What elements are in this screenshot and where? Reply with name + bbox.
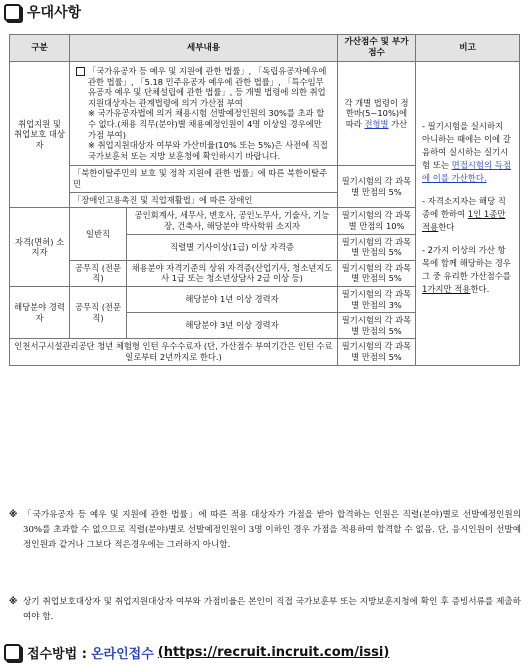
header-category: 구분	[10, 35, 70, 62]
note-2-text: 상기 취업보호대상자 및 취업지원대상자 여부와 가점비율은 본인이 직접 국가보훈부 또는 지방보훈지청에 확인 후 증빙서류를 제출하여야 함.	[23, 597, 521, 623]
apply-url-link[interactable]: (https://recruit.incruit.com/issi)	[157, 644, 390, 660]
remark-3-underline: 1가지만 적용	[422, 284, 471, 295]
category-employment: 취업지원 및 취업보호 대상자	[10, 62, 70, 208]
cert-general-1: 공인회계사, 세무사, 변호사, 공인노무사, 기술사, 기능장, 건축사, 해당분야 박사학위 소지자	[127, 208, 338, 234]
header-remarks: 비고	[416, 35, 520, 62]
remark-1-underline: 면접시험의 득점에 이를 가산한다.	[422, 160, 511, 184]
remarks-cell	[416, 62, 520, 366]
employment-score	[338, 62, 416, 166]
cert-general-label: 일반직	[70, 208, 127, 260]
remark-2-end: 한다	[438, 222, 455, 233]
cert-public-1-score: 필기시험의 각 과목별 만점의 5%	[338, 260, 416, 286]
remark-1-text: - 필기시험을 실시하지 아니하는 때에는 이에 갈음하여 실시하는 실기시험 또는	[422, 121, 511, 171]
category-certificate: 자격(면허) 소지자	[10, 208, 70, 287]
checkbox-square-icon	[4, 4, 21, 21]
table-header-row	[10, 35, 520, 62]
employment-main-text-content: 「국가유공자 등 예우 및 지원에 관한 법률」, 「독립유공자예우에 관한 법률」, 「5.18 민주유공자 예우에 관한 법률」, 「특수임무유공자 예우 및 단체설립에 관한 법률」, 등 개별 법령에 의한 취업지원대상자는 관계법령에 의거 가산점 부여	[88, 66, 327, 108]
employment-score-end: 가산	[388, 119, 408, 130]
employment-detail	[70, 62, 338, 166]
cert-general-2: 직렬별 기사이상(1급) 이상 자격증	[127, 234, 338, 260]
note-1	[9, 508, 521, 553]
apply-method: 온라인접수	[90, 646, 154, 662]
intern-row: 인천서구시설관리공단 청년 체험형 인턴 우수수료자 (단, 가산점수 부여기간은 인턴 수료일로부터 2년까지로 한다.)	[10, 339, 338, 365]
north-korean-defector-row: 「북한이탈주민의 보호 및 정착 지원에 관한 법률」에 따른 북한이탈주민	[70, 166, 338, 192]
checkbox-icon	[76, 67, 85, 76]
disabled-row: 「장애인고용촉진 및 직업재활법」에 따른 장애인	[70, 192, 338, 208]
cert-general-1-score: 필기시험의 각 과목별 만점의 10%	[338, 208, 416, 234]
cert-public-label: 공무직 (전문직)	[70, 260, 127, 286]
cert-public-1: 채용분야 자격기준의 상위 자격증(산업기사, 청소년지도사 1급 또는 청소년상담사 2급 이상 등)	[127, 260, 338, 286]
header-score: 가산점수 및 부가점수	[338, 35, 416, 62]
career-public-label: 공무직 (전문직)	[70, 286, 127, 338]
employment-score-underline: 전형별	[364, 119, 389, 130]
note-mark: ※	[9, 510, 18, 520]
preference-table	[9, 34, 520, 366]
remark-3-end: 한다.	[470, 284, 490, 295]
career-1: 해당분야 1년 이상 경력자	[127, 286, 338, 312]
remark-2	[422, 195, 513, 234]
employment-sub2: ※ 취업지원대상자 여부와 가산비율(10% 또는 5%)은 사전에 직접 국가보훈처 또는 지방 보훈청에 확인하시기 바랍니다.	[88, 140, 328, 161]
career-2: 해당분야 3년 이상 경력자	[127, 313, 338, 339]
checkbox-square-icon	[4, 644, 21, 661]
section-title-text: 우대사항	[27, 5, 82, 21]
apply-label: 접수방법 :	[27, 646, 87, 662]
remark-1	[422, 120, 513, 185]
application-method	[2, 640, 389, 664]
remark-3	[422, 244, 513, 296]
header-details: 세부내용	[70, 35, 338, 62]
career-1-score: 필기시험의 각 과목별 만점의 3%	[338, 286, 416, 312]
table-row	[10, 62, 520, 166]
note-1-text: 「국가유공자 등 예우 및 지원에 관한 법률」에 따른 적용 대상자가 가점을 받아 합격하는 인원은 직렬(분야)별로 선발예정인원의 30%를 초과할 수 없으므로 직렬(분야)별로 선발예정인원이 3명 이하인 경우 가점을 적용하여 합격할 수 없음. 단, 응시인원이 선발예정인원과 같거나 그보다 적은경우에는 그러하지 아니함.	[23, 510, 521, 551]
remark-2-text: - 자격소지자는 해당 직종에 한하여	[422, 196, 506, 220]
note-2	[9, 595, 521, 625]
employment-score-text: 각 개별 법령이 정한바(5~10%)에 따라	[344, 97, 409, 130]
remark-3-text: - 2가지 이상의 가산 항목에 함께 해당하는 경우 그 중 유리한 가산점수를	[422, 245, 511, 282]
intern-score: 필기시험의 각 과목별 만점의 5%	[338, 339, 416, 365]
defector-disabled-score: 필기시험의 각 과목별 만점의 5%	[338, 166, 416, 208]
section-title	[2, 0, 81, 24]
category-career: 해당분야 경력자	[10, 286, 70, 338]
career-2-score: 필기시험의 각 과목별 만점의 5%	[338, 313, 416, 339]
remark-2-underline: 1인 1종만 적용	[422, 209, 506, 233]
employment-sub1: ※ 국가유공자법에 의거 채용시험 선발예정인원의 30%를 초과 할 수 없다.(채용 직무(분야)별 채용예정인원이 4명 이상일 경우에만 가점 부여)	[88, 108, 325, 140]
cert-general-2-score: 필기시험의 각 과목별 만점의 5%	[338, 234, 416, 260]
employment-main-text	[76, 66, 331, 108]
note-mark: ※	[9, 597, 18, 607]
